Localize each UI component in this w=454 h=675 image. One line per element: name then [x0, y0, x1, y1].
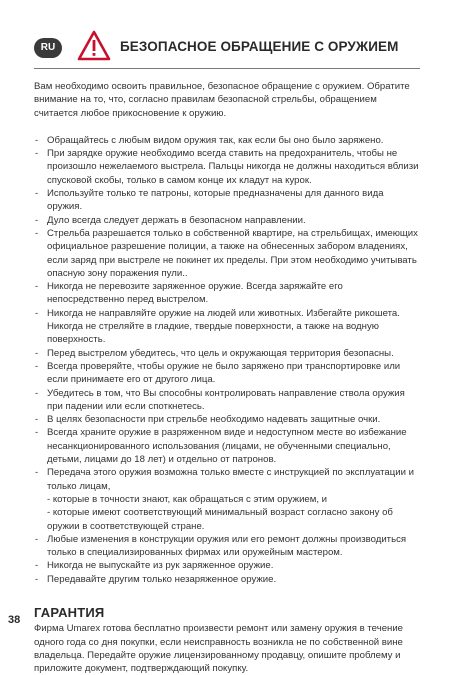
list-item: - В целях безопасности при стрельбе необходимо надевать защитные очки.: [34, 413, 420, 426]
list-item: - Никогда не перевозите заряженное оружие. Всегда заряжайте его непосредственно перед выстрелом.: [34, 280, 420, 307]
list-item: - Никогда не направляйте оружие на людей или животных. Избегайте рикошета. Никогда не стреляйте в гладкие, твердые поверхности, а также на водную поверхность.: [34, 307, 420, 347]
page-title: БЕЗОПАСНОЕ ОБРАЩЕНИЕ С ОРУЖИЕМ: [120, 39, 399, 54]
list-item: - Обращайтесь с любым видом оружия так, как если бы оно было заряжено.: [34, 134, 420, 147]
list-subitem: - которые имеют соответствующий минимальный возраст согласно закону об оружии в соответствующей стране.: [47, 507, 393, 532]
page-number: 38: [8, 614, 21, 626]
list-item: - Дуло всегда следует держать в безопасном направлении.: [34, 214, 420, 227]
warranty-paragraph: Фирма Umarex готова бесплатно произвести ремонт или замену оружия в течение одного года со дня покупки, если неисправность возникла не по собственной вине владельца. Передайте оружие лицензированному продавцу, опишите проблему и приложите документ, подтверждающий покупку.: [34, 623, 404, 675]
warning-triangle-icon: [77, 30, 111, 62]
list-item: - Убедитесь в том, что Вы способны контролировать направление ствола оружия при падении или если споткнетесь.: [34, 387, 420, 414]
list-item: - При зарядке оружие необходимо всегда ставить на предохранитель, чтобы не произошло нежелаемого выстрела. Пальцы никогда не должны находиться вблизи спусковой скобы, только в самом конце их кладут на курок.: [34, 147, 420, 187]
list-item: - Никогда не выпускайте из рук заряженное оружие.: [34, 559, 420, 572]
list-item: - Любые изменения в конструкции оружия или его ремонт должны производиться только в специализированных фирмах или оружейным мастером.: [34, 533, 420, 560]
intro-paragraph: Вам необходимо освоить правильное, безопасное обращение с оружием. Обратите внимание на то, что, согласно правилам безопасной стрельбы, обращением считается любое прикосновение к оружию.: [34, 81, 410, 119]
page-header: [34, 30, 420, 70]
list-item: - Стрельба разрешается только в собственной квартире, на стрельбищах, имеющих официальное разрешение полиции, а также на обнесенных забором владениях, если заряд при выстреле не покинет их пределы. При этом необходимо учитывать опасную зону поражения пули..: [34, 227, 420, 280]
list-item: - Передавайте другим только незаряженное оружие.: [34, 573, 420, 586]
list-item: - Передача этого оружия возможна только вместе с инструкцией по эксплуатации и только лицам,: [34, 466, 420, 493]
list-item: - Используйте только те патроны, которые предназначены для данного вида оружия.: [34, 187, 420, 214]
list-subitem: - которые в точности знают, как обращаться с этим оружием, и: [47, 493, 328, 505]
header-divider: [34, 68, 420, 69]
safety-rules-list: [34, 134, 420, 586]
list-item: - Всегда проверяйте, чтобы оружие не было заряжено при транспортировке или если принимаете его от другого лица.: [34, 360, 420, 387]
warranty-heading: ГАРАНТИЯ: [34, 604, 105, 620]
language-badge: RU: [34, 38, 62, 58]
list-item: - Перед выстрелом убедитесь, что цель и окружающая территория безопасны.: [34, 347, 420, 360]
document-body: [34, 80, 420, 675]
list-item: - Всегда храните оружие в разряженном виде и недоступном месте во избежание несанкционированного использования (лицами, не обученными специально, детьми, лицами до 18 лет) и отдельно от патронов.: [34, 426, 420, 466]
